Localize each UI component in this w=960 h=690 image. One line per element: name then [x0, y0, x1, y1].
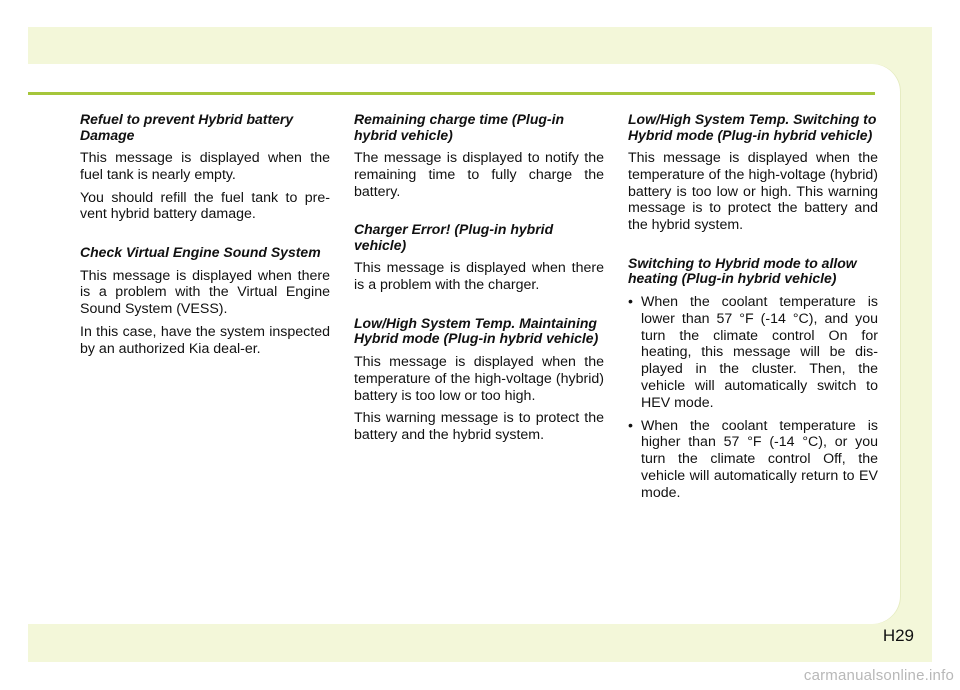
section-charger-error: [354, 222, 604, 294]
section-refuel: [80, 112, 330, 223]
list-item: • When the coolant temperature is lower than 57 °F (-14 °C), and you turn the climate control On for heating, this message will be dis-played in the cluster. Then, the vehicle will automatically switch to HEV mode.: [628, 294, 878, 412]
section-title: Remaining charge time (Plug-in hybrid vehicle): [354, 111, 565, 143]
section-paragraph: This warning message is to protect the battery and the hybrid system.: [354, 410, 604, 444]
section-paragraph: You should refill the fuel tank to pre-vent hybrid battery damage.: [80, 189, 330, 223]
section-switching-hybrid: [628, 112, 878, 234]
section-paragraph: In this case, have the system inspected by an authorized Kia deal-er.: [80, 324, 330, 357]
section-paragraph: This message is displayed when the fuel tank is nearly empty.: [80, 150, 330, 183]
section-title: Low/High System Temp. Maintaining Hybrid mode (Plug-in hybrid vehicle): [354, 314, 599, 347]
bullet-list: [628, 294, 878, 502]
watermark: carmanualsonline.info: [803, 667, 954, 684]
section-paragraph: This message is displayed when there is a problem with the Virtual Engine Sound System (VESS).: [80, 267, 330, 318]
section-title: Charger Error! (Plug-in hybrid vehicle): [354, 221, 554, 253]
section-title: Refuel to prevent Hybrid battery Damage: [80, 111, 294, 143]
column-1: [80, 112, 330, 380]
section-title: Switching to Hybrid mode to allow heating (Plug-in hybrid vehicle): [628, 254, 857, 287]
header-rule: [28, 92, 875, 95]
list-item: • When the coolant temperature is higher than 57 °F (-14 °C), or you turn the climate control Off, the vehicle will automatically return to EV mode.: [628, 418, 878, 502]
section-paragraph: The message is displayed to notify the remaining time to fully charge the battery.: [354, 150, 604, 200]
section-maintaining-hybrid: [354, 316, 604, 444]
column-3: [628, 112, 878, 524]
section-title: Check Virtual Engine Sound System: [80, 244, 321, 261]
section-paragraph: This message is displayed when the temperature of the high-voltage (hybrid) battery is too low or too high.: [354, 353, 604, 404]
section-paragraph: This message is displayed when the temperature of the high-voltage (hybrid) battery is too low or high. This warning message is to protect the battery and the hybrid system.: [628, 150, 878, 234]
column-2: [354, 112, 604, 466]
section-allow-heating: [628, 256, 878, 502]
page-number: H29: [882, 626, 914, 645]
section-title: Low/High System Temp. Switching to Hybrid mode (Plug-in hybrid vehicle): [628, 111, 877, 143]
section-paragraph: This message is displayed when there is a problem with the charger.: [354, 260, 604, 294]
section-remaining-charge: [354, 112, 604, 200]
section-vess: [80, 245, 330, 357]
